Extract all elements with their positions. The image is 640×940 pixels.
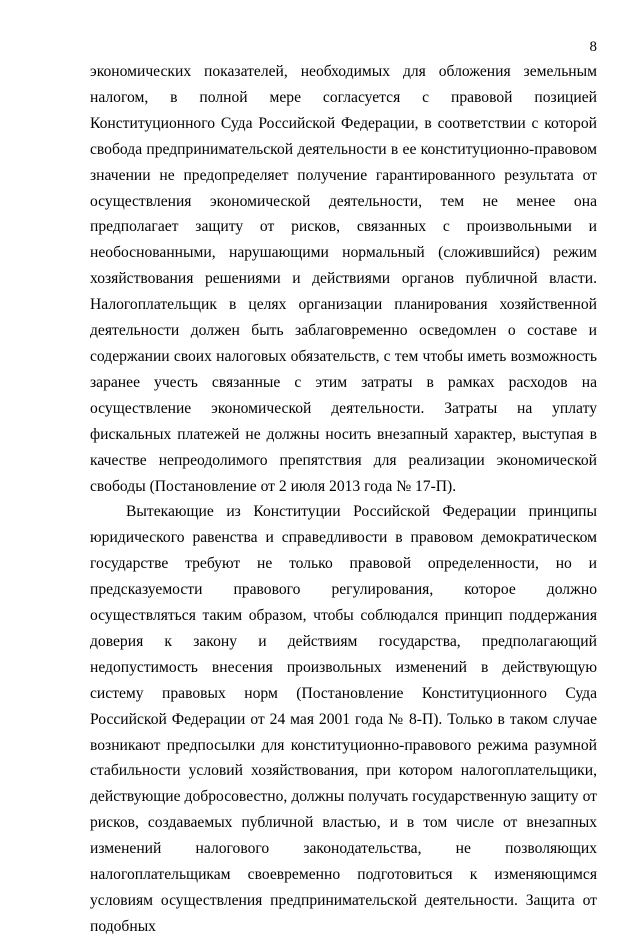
paragraph-1: экономических показателей, необходимых для обложения земельным налогом, в полной мере согласуется с правовой позицией Конституционного Суда Российской Федерации, в соответствии с которой свобода предпринимательской деятельности в ее конституционно-правовом значении не предопределяет получение гарантированного результата от осуществления экономической деятельности, тем не менее она предполагает защиту от рисков, связанных с произвольными и необоснованными, нарушающими нормальный (сложившийся) режим хозяйствования решениями и действиями органов публичной власти. Налогоплательщик в целях организации планирования хозяйственной деятельности должен быть заблаговременно осведомлен о составе и содержании своих налоговых обязательств, с тем чтобы иметь возможность заранее учесть связанные с этим затраты в рамках расходов на осуществление экономической деятельности. Затраты на уплату фискальных платежей не должны носить внезапный характер, выступая в качестве непреодолимого препятствия для реализации экономической свободы (Постановление от 2 июля 2013 года № 17-П). xyxy=(90,63,597,495)
page-number: 8 xyxy=(589,39,597,55)
body-text xyxy=(90,59,597,940)
paragraph-2: Вытекающие из Конституции Российской Федерации принципы юридического равенства и справедливости в правовом демократическом государстве требуют не только правовой определенности, но и предсказуемости правового регулирования, которое должно осуществляться таким образом, чтобы соблюдался принцип поддержания доверия к закону и действиям государства, предполагающий недопустимость внесения произвольных изменений в действующую систему правовых норм (Постановление Конституционного Суда Российской Федерации от 24 мая 2001 года № 8-П). Только в таком случае возникают предпосылки для конституционно-правового режима разумной стабильности условий хозяйствования, при котором налогоплательщики, действующие добросовестно, должны получать государственную защиту от рисков, создаваемых публичной властью, и в том числе от внезапных изменений налогового законодательства, не позволяющих налогоплательщикам своевременно подготовиться к изменяющимся условиям осуществления предпринимательской деятельности. Защита от подобных xyxy=(90,503,597,935)
